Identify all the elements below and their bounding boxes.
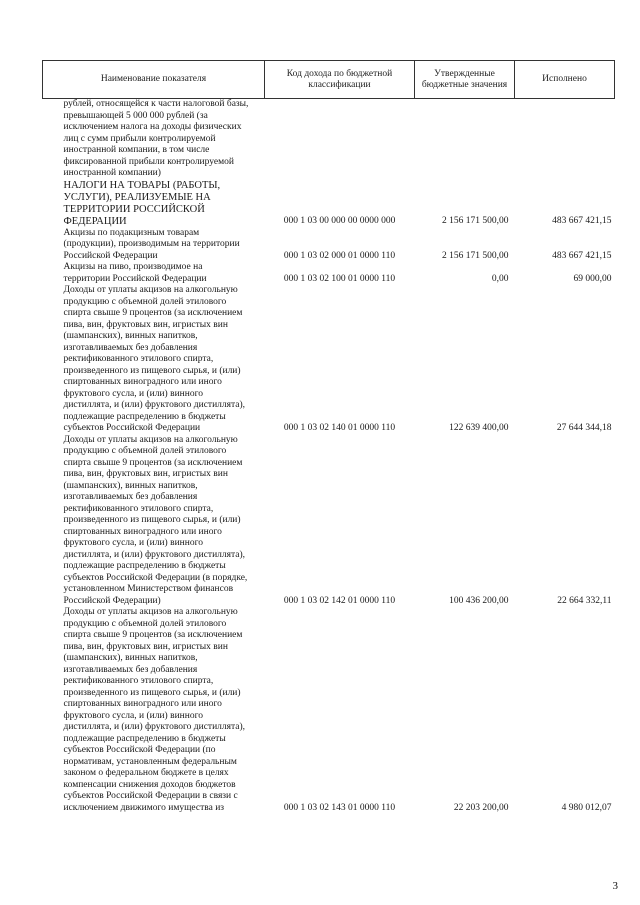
income-code: 000 1 03 02 140 01 0000 110 [283,423,396,433]
table-row [43,435,615,608]
approved-value: 122 639 400,00 [449,423,509,433]
approved-value: 100 436 200,00 [449,595,509,606]
approved-value: 22 203 200,00 [453,802,509,813]
income-code: 000 1 03 02 143 01 0000 110 [283,802,396,813]
executed-value: 69 000,00 [573,273,612,284]
income-code: 000 1 03 02 100 01 0000 110 [283,273,396,284]
page-number: 3 [612,880,618,892]
indicator-name: Доходы от уплаты акцизов на алкогольную продукцию с объемной долей этилового спирта свыше 9 процентов (за исключением пива, вин, фруктовых вин, игристых вин (шампанских), винных напитков, изготавливаемых без добавления ректификованного этилового спирта, произведенного из пищевого сырья, и (или) спиртованных виноградного или иного фруктового сусла, и (или) винного дистиллята, и (или) фруктового дистиллята), подлежащие распределению в бюджеты субъектов Российской Федерации (в порядке, установленном Министерством финансов Российской Федерации) [63,434,248,606]
approved-value: 2 156 171 500,00 [442,216,509,226]
budget-execution-table [42,60,615,814]
executed-value: 4 980 012,07 [561,802,612,813]
table-row [43,228,615,263]
table-row [43,262,615,285]
table-row [43,607,615,814]
indicator-name: Акцизы по подакцизным товарам (продукции), производимым на территории Российской Федерации [63,227,240,261]
header-approved-values: Утвержденные бюджетные значения [415,61,515,99]
indicator-name: НАЛОГИ НА ТОВАРЫ (РАБОТЫ, УСЛУГИ), РЕАЛИЗУЕМЫЕ НА ТЕРРИТОРИИ РОССИЙСКОЙ ФЕДЕРАЦИИ [63,179,221,227]
header-executed: Исполнено [515,61,615,99]
indicator-name: рублей, относящейся к части налоговой базы, превышающей 5 000 000 рублей (за исключением налога на доходы физических лиц с сумм прибыли контролируемой иностранной компании, в том числе фиксированной прибыли контролируемой иностранной компании) [63,99,249,178]
approved-value [415,99,515,180]
income-code: 000 1 03 02 000 01 0000 110 [283,250,396,261]
approved-value: 0,00 [491,273,509,284]
executed-value: 483 667 421,15 [552,250,612,261]
indicator-name: Акцизы на пиво, производимое на территории Российской Федерации [63,262,207,284]
executed-value: 483 667 421,15 [552,216,612,226]
header-income-code: Код дохода по бюджетной классификации [265,61,415,99]
indicator-name: Доходы от уплаты акцизов на алкогольную продукцию с объемной долей этилового спирта свыше 9 процентов (за исключением пива, вин, фруктовых вин, игристых вин (шампанских), винных напитков, изготавливаемых без добавления ректификованного этилового спирта, произведенного из пищевого сырья, и (или) спиртованных виноградного или иного фруктового сусла, и (или) винного дистиллята, и (или) фруктового дистиллята), подлежащие распределению в бюджеты субъектов Российской Федерации [63,285,246,433]
indicator-name: Доходы от уплаты акцизов на алкогольную продукцию с объемной долей этилового спирта свыше 9 процентов (за исключением пива, вин, фруктовых вин, игристых вин (шампанских), винных напитков, изготавливаемых без добавления ректификованного этилового спирта, произведенного из пищевого сырья, и (или) спиртованных виноградного или иного фруктового сусла, и (или) винного дистиллята, и (или) фруктового дистиллята), подлежащие распределению в бюджеты субъектов Российской Федерации (по нормативам, установленным федеральным законом о федеральном бюджете в целях компенсации снижения доходов бюджетов субъектов Российской Федерации в связи с исключением движимого имущества из [63,607,246,813]
table-header-row [43,61,615,99]
header-indicator-name: Наименование показателя [43,61,265,99]
income-code: 000 1 03 00 000 00 0000 000 [283,216,396,226]
income-code [265,99,415,180]
executed-value: 22 664 332,11 [557,595,612,606]
approved-value: 2 156 171 500,00 [442,250,509,261]
executed-value: 27 644 344,18 [556,423,612,433]
executed-value [515,99,615,180]
table-row [43,285,615,435]
income-code: 000 1 03 02 142 01 0000 110 [283,595,396,606]
table-row [43,99,615,180]
table-row [43,180,615,228]
